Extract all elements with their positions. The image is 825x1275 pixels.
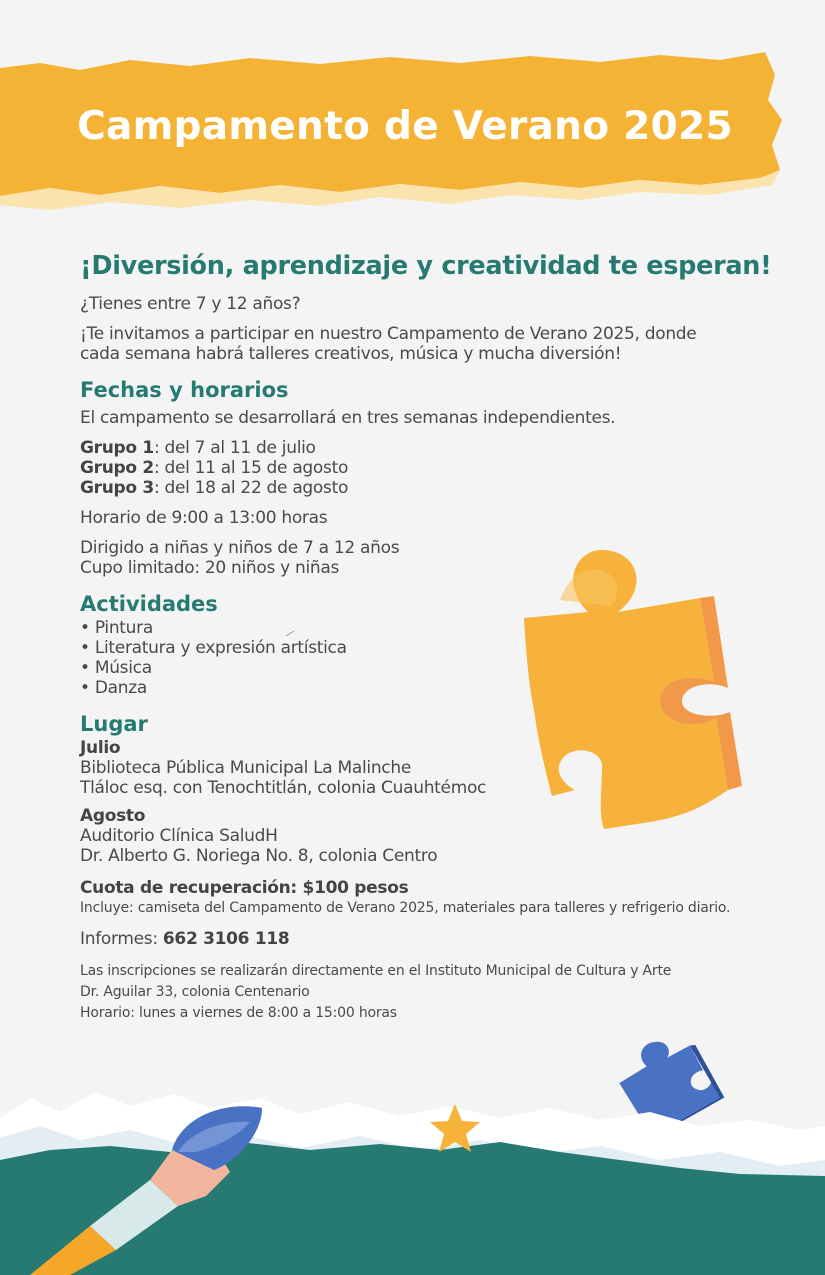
july-venue: Biblioteca Pública Municipal La Malinche — [80, 758, 411, 778]
group-label: Grupo 2 — [80, 458, 154, 478]
august-label: Agosto — [80, 806, 146, 826]
group-label: Grupo 1 — [80, 438, 154, 458]
group-label: Grupo 3 — [80, 478, 154, 498]
activity-item: • Danza — [80, 678, 147, 698]
group-dates: : del 7 al 11 de julio — [153, 438, 316, 458]
tagline: ¡Diversión, aprendizaje y creatividad te esperan! — [80, 251, 772, 281]
registration-line-3: Horario: lunes a viernes de 8:00 a 15:00 horas — [80, 1005, 397, 1021]
location-heading: Lugar — [80, 712, 148, 736]
contact-info — [80, 929, 780, 949]
july-address: Tláloc esq. con Tenochtitlán, colonia Cuauhtémoc — [80, 778, 487, 798]
fee-heading: Cuota de recuperación: $100 pesos — [80, 878, 409, 898]
group-1 — [80, 438, 780, 458]
fee-includes: Incluye: camiseta del Campamento de Verano 2025, materiales para talleres y refrigerio diario. — [80, 900, 731, 916]
registration-line-1: Las inscripciones se realizarán directamente en el Instituto Municipal de Cultura y Arte — [80, 963, 672, 979]
registration-line-2: Dr. Aguilar 33, colonia Centenario — [80, 984, 310, 1000]
group-dates: : del 18 al 22 de agosto — [153, 478, 349, 498]
activity-item: • Música — [80, 658, 152, 678]
torn-paper-footer — [0, 1092, 825, 1275]
activity-item: • Literatura y expresión artística — [80, 638, 347, 658]
july-label: Julio — [80, 738, 121, 758]
schedule-description: El campamento se desarrollará en tres semanas independientes. — [80, 408, 616, 428]
target-audience: Dirigido a niñas y niños de 7 a 12 años — [80, 538, 400, 558]
group-2 — [80, 458, 780, 478]
group-3 — [80, 478, 780, 498]
schedule-hours: Horario de 9:00 a 13:00 horas — [80, 508, 328, 528]
activities-heading: Actividades — [80, 592, 218, 616]
schedule-heading: Fechas y horarios — [80, 378, 289, 402]
invitation-line-2: cada semana habrá talleres creativos, música y mucha diversión! — [80, 344, 622, 364]
capacity: Cupo limitado: 20 niños y niñas — [80, 558, 340, 578]
august-address: Dr. Alberto G. Noriega No. 8, colonia Centro — [80, 846, 438, 866]
activity-item: • Pintura — [80, 618, 153, 638]
main-content — [80, 250, 780, 1024]
contact-label: Informes: — [80, 929, 158, 949]
age-question: ¿Tienes entre 7 y 12 años? — [80, 294, 301, 314]
page-title: Campamento de Verano 2025 — [77, 104, 733, 149]
group-dates: : del 11 al 15 de agosto — [153, 458, 349, 478]
invitation-line-1: ¡Te invitamos a participar en nuestro Campamento de Verano 2025, donde — [80, 324, 697, 344]
august-venue: Auditorio Clínica SaludH — [80, 826, 278, 846]
contact-phone: 662 3106 118 — [162, 929, 290, 949]
